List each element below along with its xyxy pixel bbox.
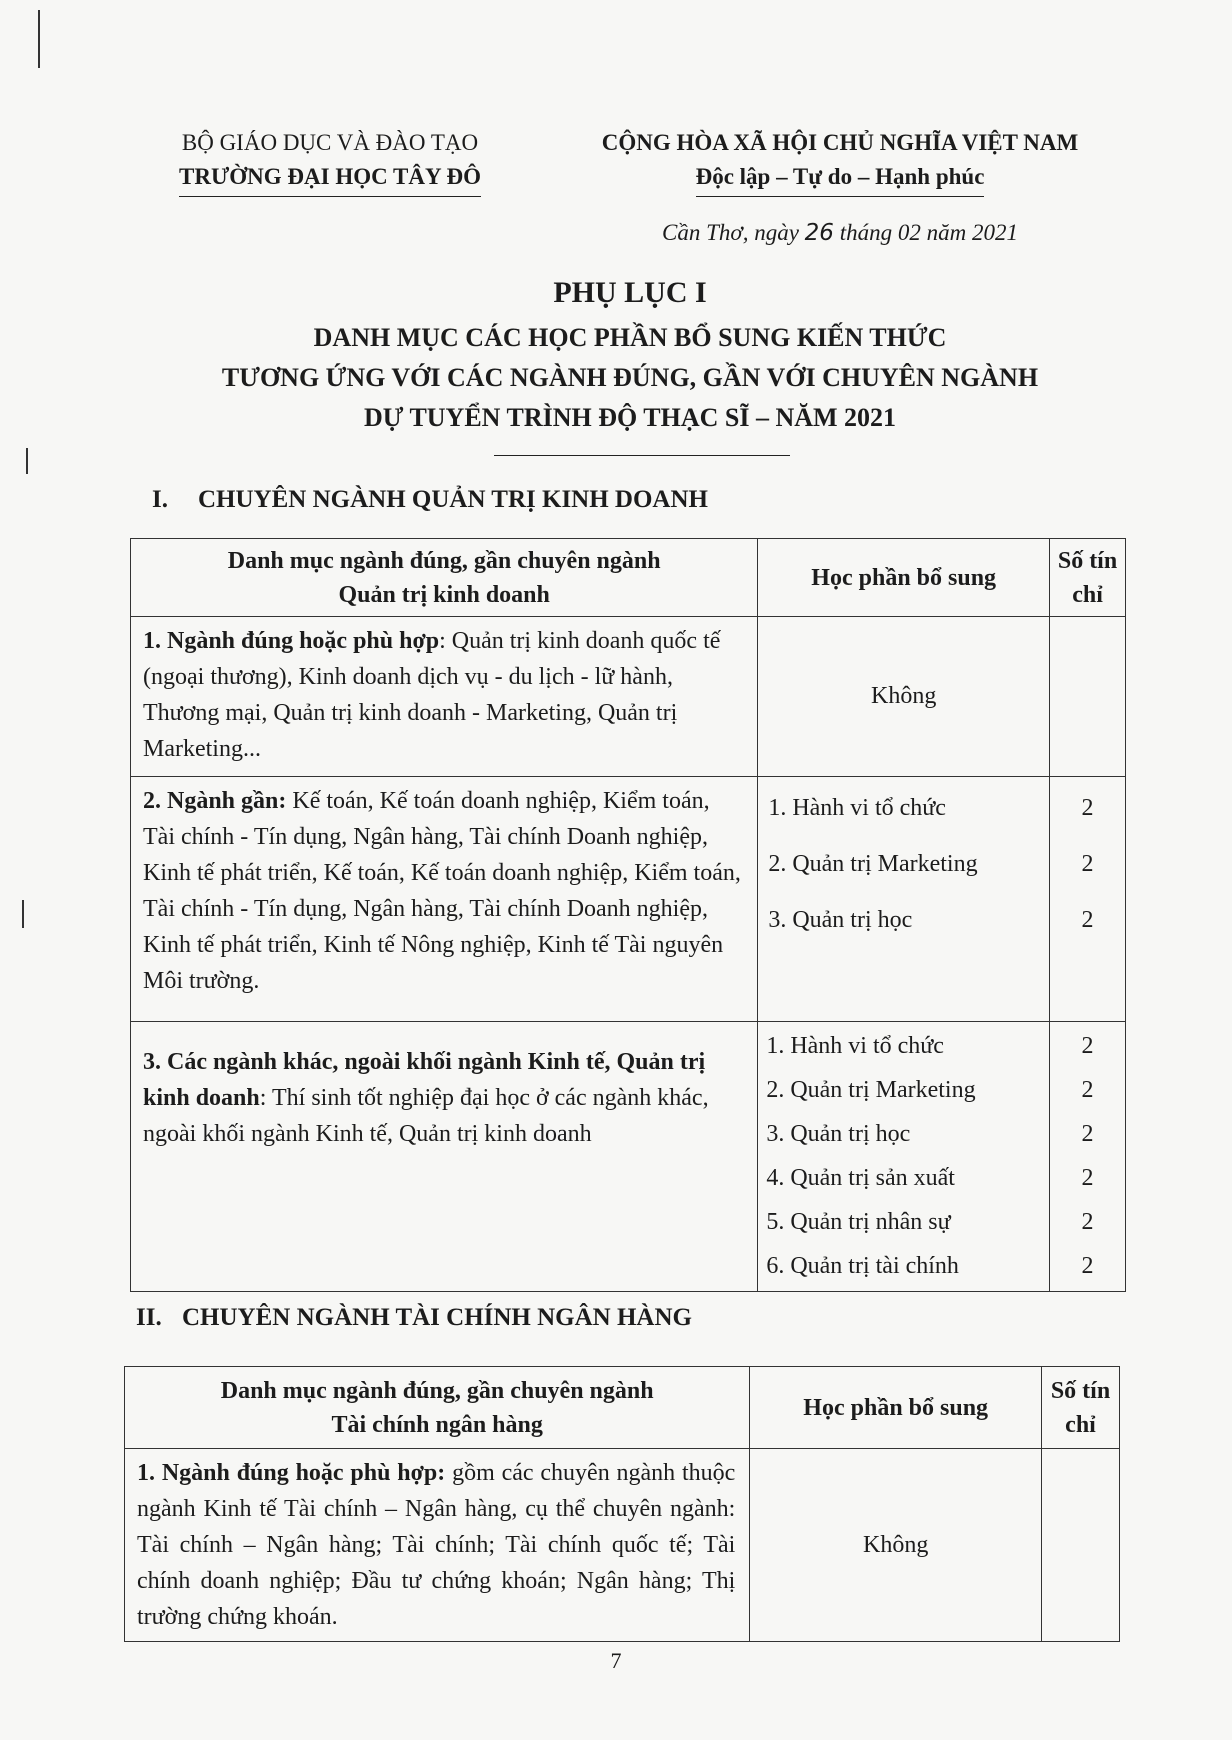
section-1-heading	[152, 486, 708, 514]
col-header-credits	[1050, 539, 1126, 617]
table-header-row	[131, 539, 1126, 617]
credit-value: 2	[1081, 795, 1094, 821]
col-header-courses: Học phần bổ sung	[750, 1367, 1042, 1449]
col-header-majors-line2: Quản trị kinh doanh	[338, 581, 550, 608]
row-label: 1. Ngành đúng hoặc phù hợp	[143, 628, 440, 654]
course-item: 1. Hành vi tổ chức	[768, 795, 946, 821]
national-heading	[560, 126, 1120, 197]
date-prefix: Cần Thơ, ngày	[662, 220, 805, 245]
row-text: gồm các chuyên ngành thuộc ngành Kinh tế Tài chính – Ngân hàng, cụ thể chuyên ngành: Tài chính – Ngân hàng; Tài chính; Tài chính quốc tế; Tài chính doanh nghiệp; Đầu tư chứng khoán; Ngân hàng; Thị trường chứng khoán.	[137, 1460, 736, 1630]
credit-value: 2	[1081, 1252, 1094, 1279]
credit-value: 2	[1081, 1208, 1094, 1235]
republic-name: CỘNG HÒA XÃ HỘI CHỦ NGHĨA VIỆT NAM	[601, 130, 1079, 155]
table-row	[131, 777, 1126, 1022]
col-header-credits	[1042, 1367, 1120, 1449]
ministry-name: BỘ GIÁO DỤC VÀ ĐÀO TẠO	[181, 130, 479, 155]
credits-cell	[1050, 617, 1126, 777]
course-item: 1. Hành vi tổ chức	[766, 1032, 944, 1059]
course-item: 3. Quản trị học	[766, 1120, 911, 1147]
credits-cell	[1050, 1022, 1126, 1292]
credit-value: 2	[1081, 907, 1094, 933]
row-label: 2. Ngành gần:	[143, 788, 287, 814]
courses-cell: Không	[750, 1449, 1042, 1642]
col-header-majors-line1: Danh mục ngành đúng, gần chuyên ngành	[227, 547, 661, 574]
credit-value: 2	[1081, 851, 1094, 877]
col-header-majors	[125, 1367, 750, 1449]
col-header-majors-line1: Danh mục ngành đúng, gần chuyên ngành	[220, 1377, 654, 1404]
section-2-title: CHUYÊN NGÀNH TÀI CHÍNH NGÂN HÀNG	[182, 1304, 692, 1331]
row-label: 1. Ngành đúng hoặc phù hợp:	[137, 1460, 446, 1486]
credits-cell	[1042, 1449, 1120, 1642]
col-header-majors	[131, 539, 758, 617]
table-row	[131, 617, 1126, 777]
major-cell	[131, 1022, 758, 1292]
section-1-table	[130, 538, 1126, 1292]
course-item: 6. Quản trị tài chính	[766, 1252, 959, 1279]
issuer-block	[140, 126, 520, 197]
title-line-2: TƯƠNG ỨNG VỚI CÁC NGÀNH ĐÚNG, GẦN VỚI CHUYÊN NGÀNH	[221, 363, 1039, 392]
col-header-courses: Học phần bổ sung	[758, 539, 1050, 617]
document-date	[560, 220, 1120, 246]
page-number: 7	[610, 1648, 622, 1673]
section-2-heading	[136, 1304, 692, 1332]
course-item: 4. Quản trị sản xuất	[766, 1164, 955, 1191]
courses-cell	[758, 1022, 1050, 1292]
title-divider	[494, 455, 790, 456]
credit-value: 2	[1081, 1120, 1094, 1147]
courses-cell: Không	[758, 617, 1050, 777]
col-header-credits-line1: Số tín	[1057, 547, 1118, 574]
course-item: 2. Quản trị Marketing	[766, 1076, 976, 1103]
course-item: 2. Quản trị Marketing	[768, 851, 978, 877]
major-cell	[125, 1449, 750, 1642]
national-motto: Độc lập – Tự do – Hạnh phúc	[696, 160, 985, 197]
course-item: 5. Quản trị nhân sự	[766, 1208, 951, 1235]
row-label: 3. Các ngành khác, ngoài khối ngành Kinh tế, Quản trị kinh doanh	[143, 1049, 706, 1111]
title-line-3: DỰ TUYỂN TRÌNH ĐỘ THẠC SĨ – NĂM 2021	[363, 403, 897, 432]
course-item: 3. Quản trị học	[768, 907, 913, 933]
section-1-title: CHUYÊN NGÀNH QUẢN TRỊ KINH DOANH	[198, 486, 708, 513]
credit-value: 2	[1081, 1032, 1094, 1059]
scan-mark	[38, 10, 40, 68]
credit-value: 2	[1081, 1076, 1094, 1103]
table-header-row	[125, 1367, 1120, 1449]
major-cell	[131, 777, 758, 1022]
section-1-number: I.	[152, 486, 168, 513]
title-line-1: DANH MỤC CÁC HỌC PHẦN BỔ SUNG KIẾN THỨC	[313, 323, 947, 352]
col-header-credits-line1: Số tín	[1050, 1377, 1111, 1404]
row-text: Kế toán, Kế toán doanh nghiệp, Kiểm toán, Tài chính - Tín dụng, Ngân hàng, Tài chính Doanh nghiệp, Kinh tế phát triển, Kế toán, Kế toán doanh nghiệp, Kiểm toán, Tài chính - Tín dụng, Ngân hàng, Tài chính Doanh nghiệp, Kinh tế phát triển, Kinh tế Nông nghiệp, Kinh tế Tài nguyên Môi trường.	[143, 788, 741, 994]
courses-cell	[758, 777, 1050, 1022]
scan-mark	[26, 448, 28, 474]
credit-value: 2	[1081, 1164, 1094, 1191]
appendix-title: PHỤ LỤC I	[553, 276, 707, 309]
col-header-credits-line2: chỉ	[1065, 1411, 1096, 1438]
scan-mark	[22, 900, 24, 928]
date-suffix: tháng 02 năm 2021	[833, 220, 1018, 245]
col-header-credits-line2: chỉ	[1072, 581, 1103, 608]
university-name: TRƯỜNG ĐẠI HỌC TÂY ĐÔ	[179, 160, 481, 197]
table-row	[125, 1449, 1120, 1642]
section-2-table	[124, 1366, 1120, 1642]
date-day-handwritten: 26	[804, 220, 834, 246]
document-title	[130, 272, 1130, 438]
table-row	[131, 1022, 1126, 1292]
section-2-number: II.	[136, 1304, 162, 1331]
major-cell	[131, 617, 758, 777]
credits-cell	[1050, 777, 1126, 1022]
col-header-majors-line2: Tài chính ngân hàng	[331, 1411, 543, 1438]
row-text: : Quản trị kinh doanh quốc tế (ngoại thương), Kinh doanh dịch vụ - du lịch - lữ hành, Thương mại, Quản trị kinh doanh - Marketing, Quản trị Marketing...	[143, 628, 721, 762]
row-text: : Thí sinh tốt nghiệp đại học ở các ngành khác, ngoài khối ngành Kinh tế, Quản trị kinh doanh	[143, 1085, 709, 1147]
